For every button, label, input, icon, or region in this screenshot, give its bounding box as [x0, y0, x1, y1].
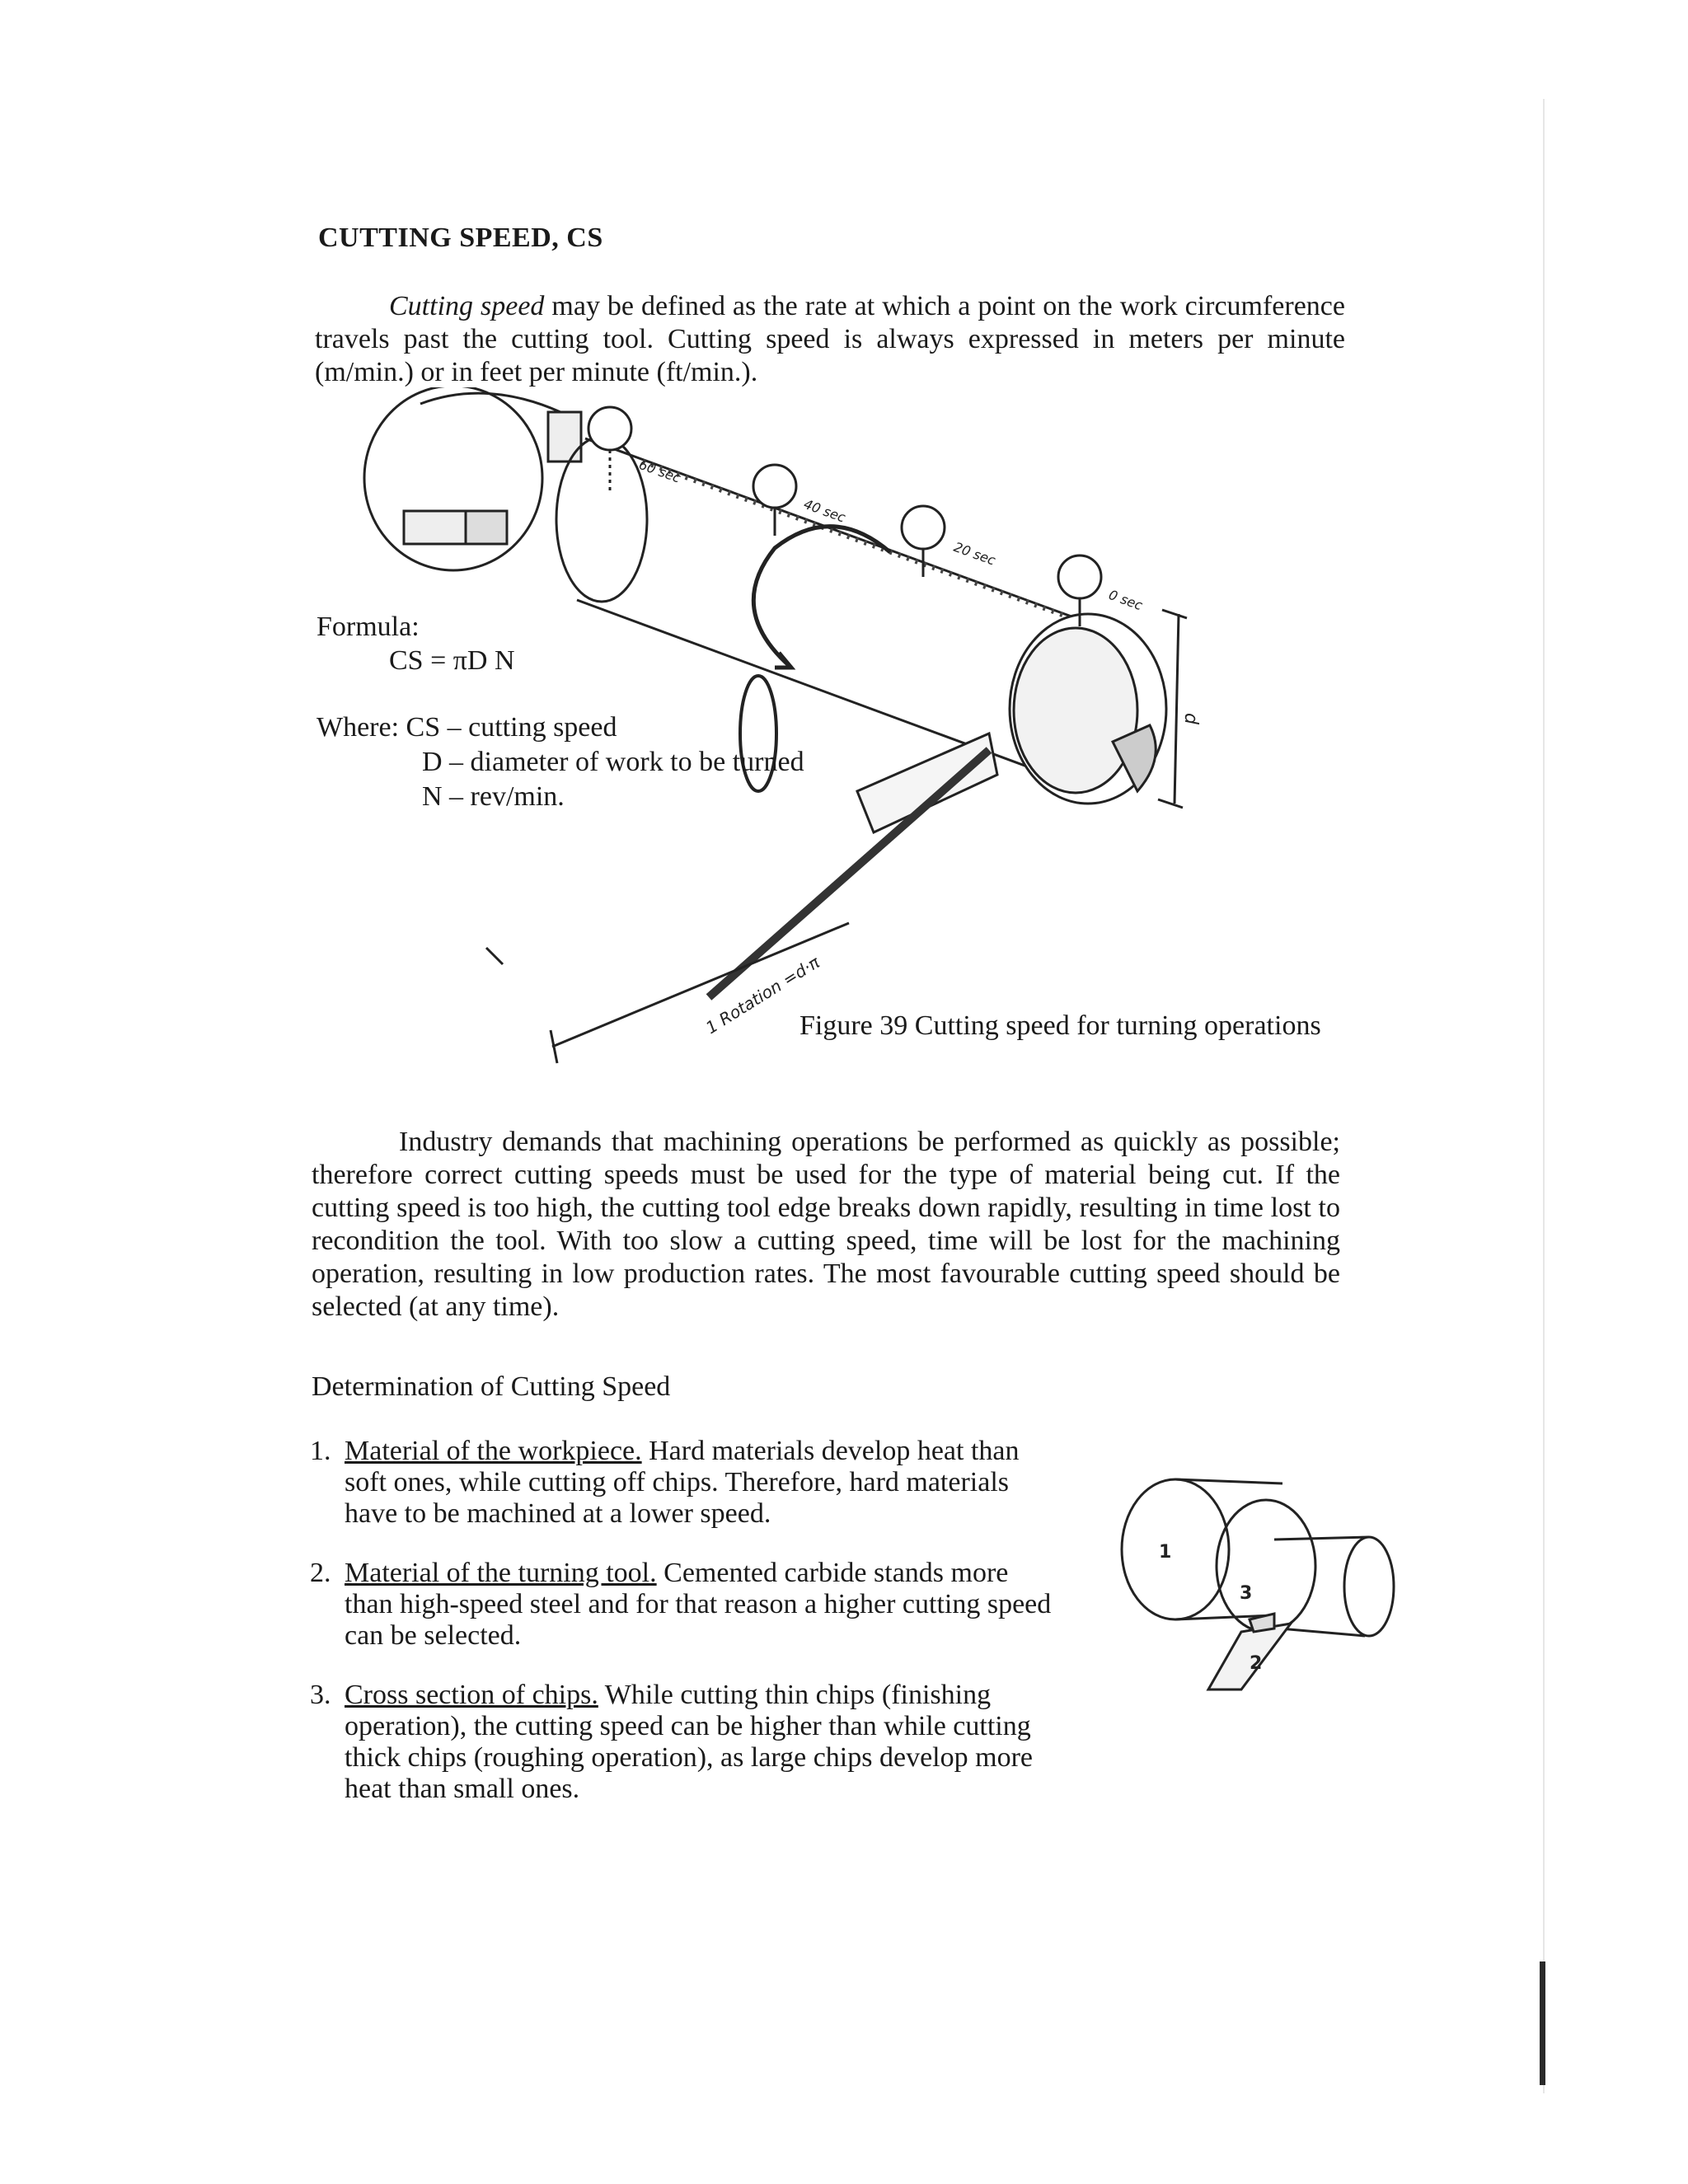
rotation-label: 1 Rotation =d·π — [701, 952, 823, 1038]
factor-list — [310, 1436, 1052, 1833]
intro-text: may be defined as the rate at which a point on the work circumference travels past the cutting tool. Cutting speed is always expressed in meters per minute (m/min.) or in feet per minute (ft/min.). — [315, 291, 1345, 387]
list-item — [310, 1558, 1052, 1652]
list-item — [310, 1436, 1052, 1530]
workpiece-start — [556, 437, 647, 602]
intro-paragraph — [315, 290, 1345, 389]
zone-label-1: 1 — [1159, 1542, 1172, 1563]
industry-paragraph: Industry demands that machining operations be performed as quickly as possible; therefore correct cutting speeds must be used for the type of material being cut. If the cutting speed is too high, the cutting tool edge breaks down rapidly, resulting in time lost to recondition the tool. With too slow a cutting speed, time will be lost for the machining operation, resulting in low production rates. The most favourable cutting speed should be selected (at any time). — [312, 1127, 1340, 1322]
shaft-small-end — [1344, 1537, 1394, 1636]
dial-60 — [588, 407, 631, 494]
figure-caption: Figure 39 Cutting speed for turning operations — [799, 1010, 1321, 1041]
intro-term: Cutting speed — [389, 291, 545, 321]
zone-label-3: 3 — [1240, 1583, 1253, 1604]
diameter-dimension — [1175, 614, 1179, 804]
shaft-shoulder — [1217, 1500, 1315, 1632]
section-heading: Determination of Cutting Speed — [312, 1371, 671, 1402]
formula-definitions — [316, 710, 804, 814]
shaft-large-face — [1122, 1479, 1229, 1619]
definition-n: N – rev/min. — [422, 781, 565, 812]
page-title: CUTTING SPEED, CS — [318, 223, 603, 253]
item-text: Cemented carbide stands more than high-speed steel and for that reason a higher cutting speed can be selected. — [345, 1558, 1052, 1651]
zone-label-2: 2 — [1250, 1653, 1263, 1674]
item-number: 1. — [310, 1436, 331, 1466]
workpiece-scale — [643, 462, 1071, 618]
dial-label-20: 20 sec — [951, 538, 998, 569]
dial-40 — [753, 465, 796, 536]
item-number: 3. — [310, 1680, 331, 1710]
dial-label-40: 40 sec — [801, 495, 848, 526]
item-number: 2. — [310, 1558, 331, 1588]
page-edge-mark — [1540, 1961, 1545, 2085]
item-lead: Material of the turning tool. — [345, 1558, 657, 1588]
definition-d: D – diameter of work to be turned — [422, 747, 804, 777]
list-item — [310, 1680, 1052, 1805]
dial-20 — [902, 506, 945, 577]
item-lead: Material of the workpiece. — [345, 1436, 642, 1466]
tool-holder — [857, 733, 997, 832]
dial-label-60: 60 sec — [636, 456, 683, 486]
chuck-body — [420, 393, 560, 412]
item-text: While cutting thin chips (finishing operation), the cutting speed can be higher than while cutting thick chips (roughing operation), as large chips develop more heat than small ones. — [345, 1680, 1033, 1804]
dial-label-0: 0 sec — [1106, 586, 1145, 614]
chuck-jaw-top — [548, 412, 581, 462]
chuck-jaw — [404, 511, 466, 544]
cutting-zones-figure — [1118, 1475, 1398, 1714]
where-label: Where: — [316, 712, 400, 743]
diameter-label: d — [1180, 713, 1201, 724]
definition-cs: CS – cutting speed — [406, 712, 617, 743]
formula-label: Formula: — [316, 612, 420, 642]
page-edge-line — [1543, 99, 1545, 2093]
item-lead: Cross section of chips. — [345, 1680, 598, 1710]
item-text: Hard materials develop heat than soft ones, while cutting off chips. Therefore, hard materials have to be machined at a lower speed. — [345, 1436, 1020, 1529]
rotation-arrow — [753, 527, 890, 668]
formula-expression: CS = πD N — [389, 645, 515, 676]
